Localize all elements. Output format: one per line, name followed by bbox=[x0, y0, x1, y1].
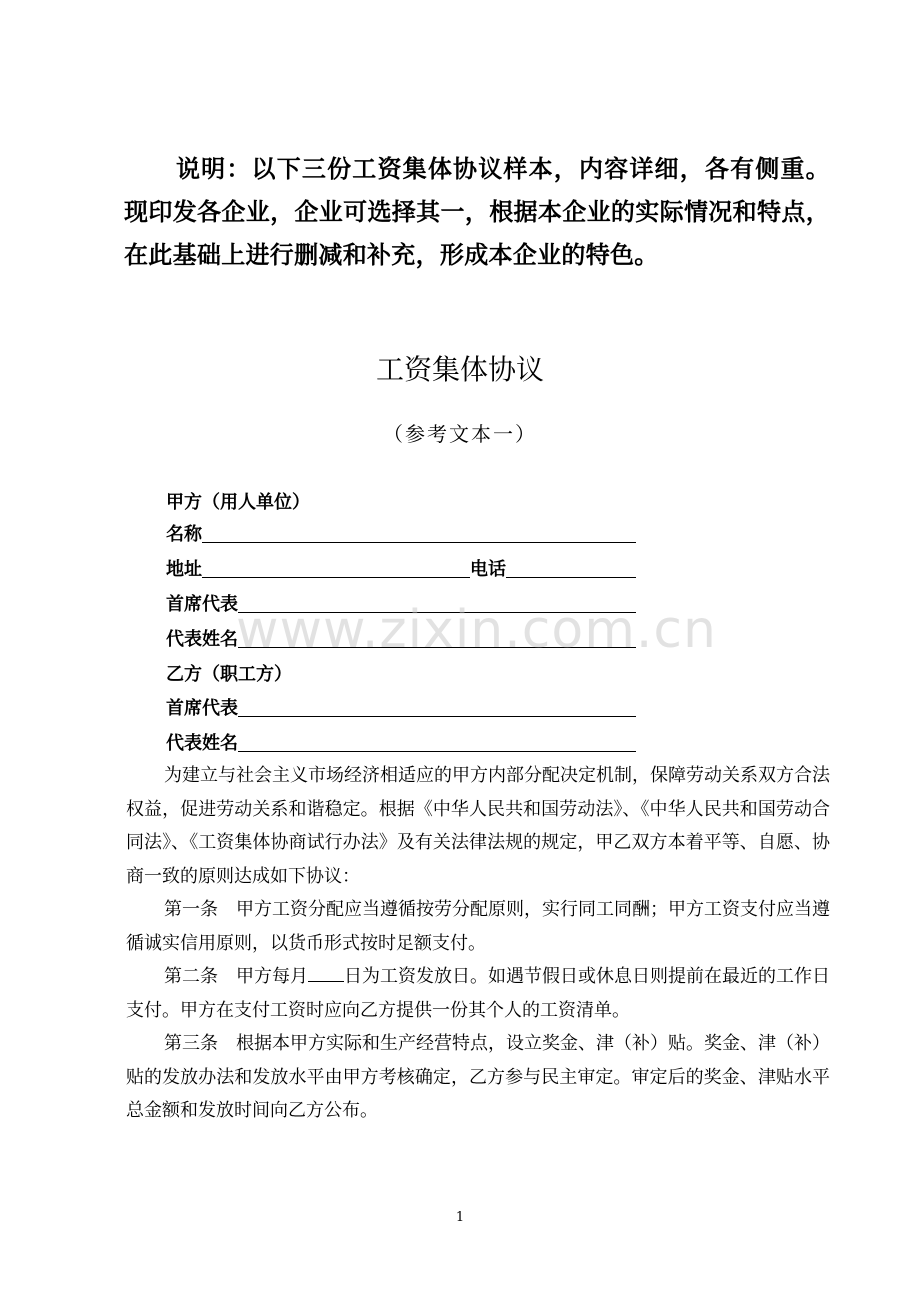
party-b-chief-rep-field[interactable] bbox=[166, 690, 636, 720]
party-a-name-label: 名称 bbox=[166, 524, 202, 545]
party-a-chief-rep-label: 首席代表 bbox=[166, 594, 238, 615]
party-b-rep-names-label: 代表姓名 bbox=[166, 733, 238, 754]
document-title: 工资集体协议 bbox=[375, 353, 544, 386]
party-b-rep-names-blank[interactable] bbox=[238, 731, 636, 752]
party-a-heading: 甲方（用人单位） bbox=[166, 492, 310, 513]
party-b-chief-rep-blank[interactable] bbox=[238, 696, 636, 717]
article-1: 第一条 甲方工资分配应当遵循按劳分配原则，实行同工同酬；甲方工资支付应当遵循诚实信用原则，以货币形式按时足额支付。 bbox=[126, 899, 830, 954]
party-a-chief-rep-field[interactable] bbox=[166, 586, 636, 616]
article-2-text-before: 第二条 甲方每月 bbox=[164, 966, 308, 987]
party-a-name-field[interactable] bbox=[166, 516, 636, 546]
party-a-address-blank[interactable] bbox=[202, 557, 470, 578]
party-a-chief-rep-blank[interactable] bbox=[238, 592, 636, 613]
page-number: 1 bbox=[455, 1210, 465, 1225]
party-a-address-field[interactable] bbox=[166, 551, 636, 581]
article-3: 第三条 根据本甲方实际和生产经营特点，设立奖金、津（补）贴。奖金、津（补）贴的发放办法和发放水平由甲方考核确定，乙方参与民主审定。审定后的奖金、津贴水平总金额和发放时间向乙方公布。 bbox=[126, 1033, 830, 1121]
party-a-name-blank[interactable] bbox=[202, 522, 636, 543]
party-a-address-label: 地址 bbox=[166, 559, 202, 580]
party-a-phone-blank[interactable] bbox=[506, 557, 636, 578]
article-2-text-after: 日为工资发放日。如遇节假日或休息日则提前在最近的工作日支付。甲方在支付工资时应向乙方提供一份其个人的工资清单。 bbox=[126, 966, 830, 1021]
article-2 bbox=[126, 960, 830, 1027]
intro-note: 说明：以下三份工资集体协议样本，内容详细，各有侧重。现印发各企业，企业可选择其一，根据本企业的实际情况和特点，在此基础上进行删减和补充，形成本企业的特色。 bbox=[124, 155, 830, 269]
document-subtitle: （参考文本一） bbox=[383, 422, 537, 446]
pay-day-blank[interactable] bbox=[308, 965, 344, 982]
party-b-rep-names-field[interactable] bbox=[166, 725, 636, 755]
party-a-rep-names-blank[interactable] bbox=[238, 627, 636, 648]
party-a-rep-names-label: 代表姓名 bbox=[166, 629, 238, 650]
party-b-heading: 乙方（职工方） bbox=[166, 664, 292, 685]
party-a-phone-label: 电话 bbox=[470, 559, 506, 580]
party-a-rep-names-field[interactable] bbox=[166, 621, 636, 651]
preamble-paragraph: 为建立与社会主义市场经济相适应的甲方内部分配决定机制，保障劳动关系双方合法权益，促进劳动关系和谐稳定。根据《中华人民共和国劳动法》、《中华人民共和国劳动合同法》、《工资集体协商试行办法》及有关法律法规的规定，甲乙双方本着平等、自愿、协商一致的原则达成如下协议： bbox=[126, 765, 830, 887]
watermark: www.zixin.com.cn bbox=[236, 600, 717, 660]
party-b-chief-rep-label: 首席代表 bbox=[166, 698, 238, 719]
